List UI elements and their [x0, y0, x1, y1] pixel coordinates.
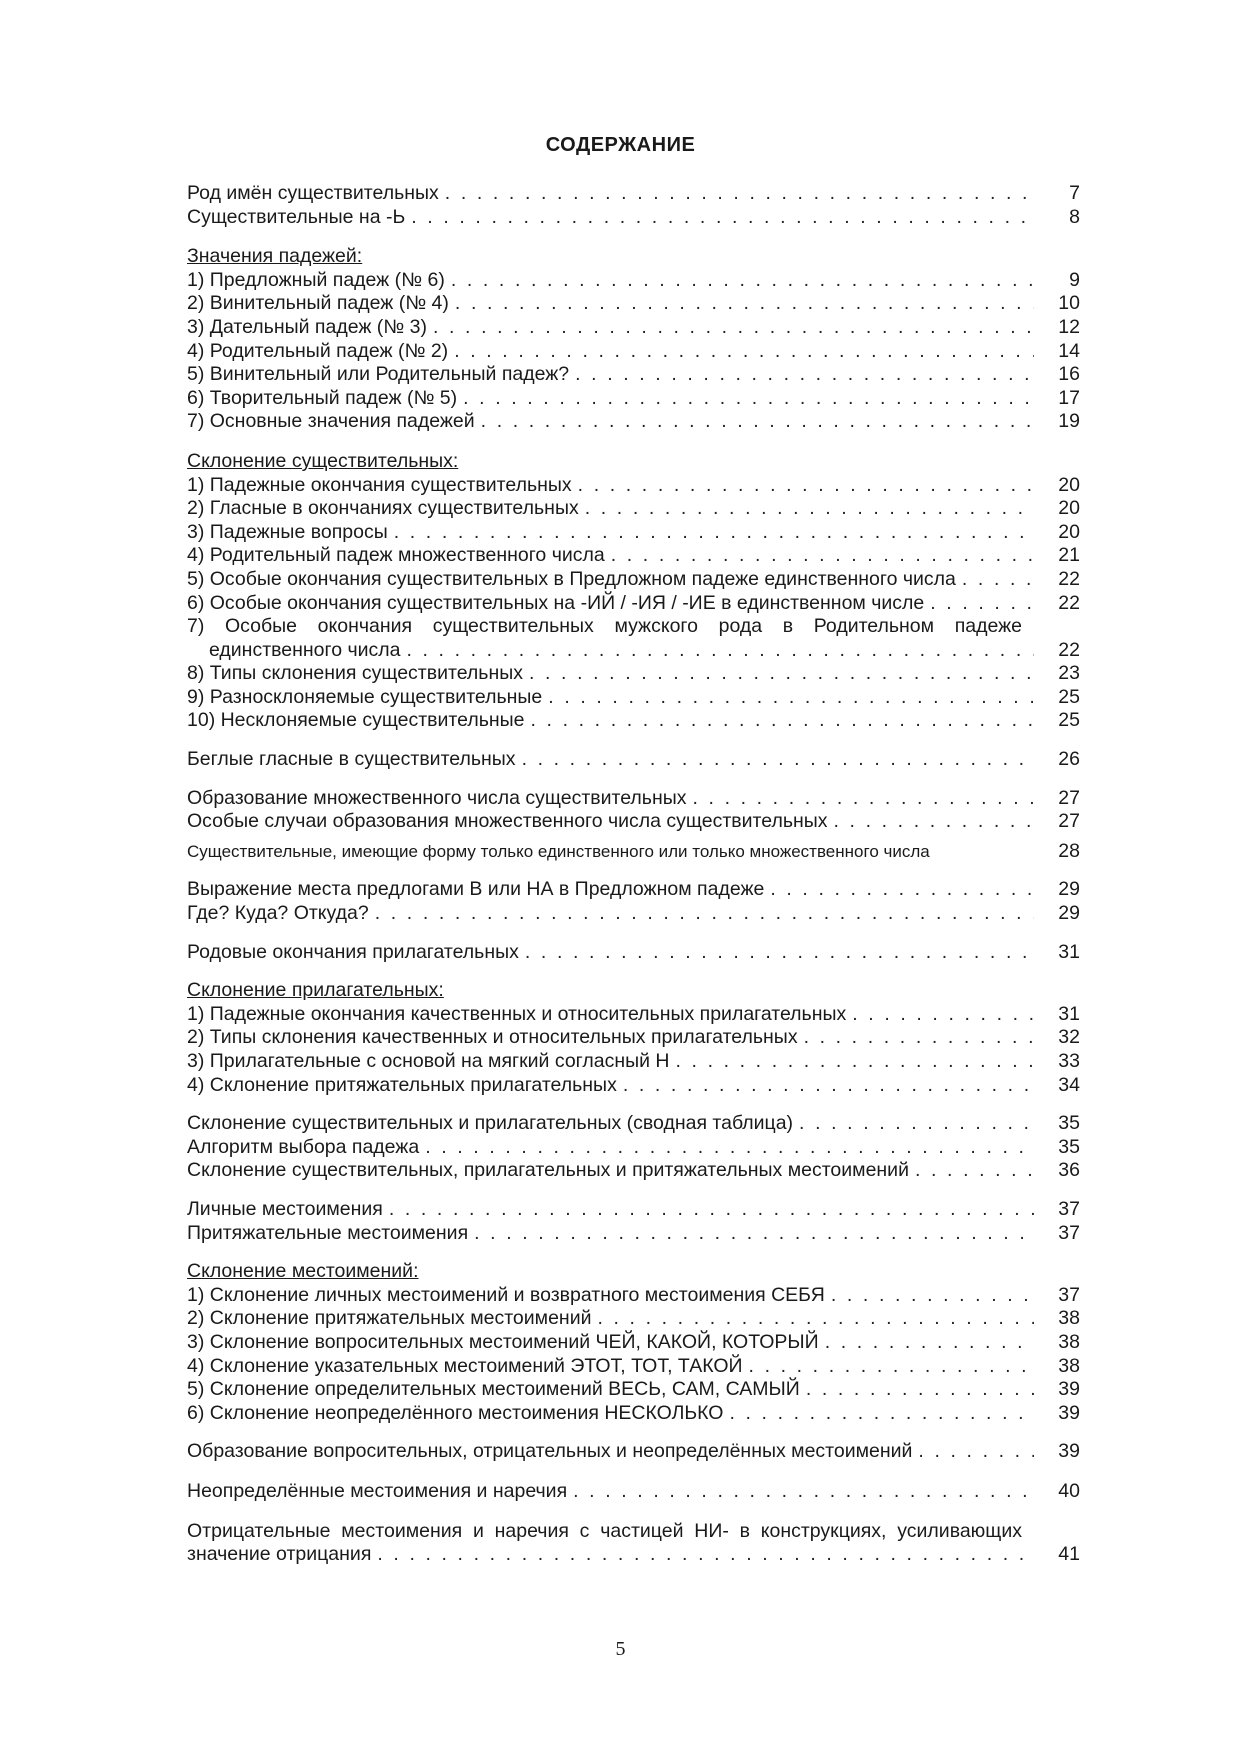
toc-entry[interactable]: [187, 592, 1080, 616]
dot-leader: [930, 592, 1034, 616]
toc-entry-text: 1) Падежные окончания существительных: [187, 473, 572, 496]
toc-entry[interactable]: [187, 1112, 1080, 1136]
toc-entry[interactable]: [187, 902, 1080, 926]
toc-entry-line2[interactable]: [187, 639, 1080, 663]
toc-page-number: 37: [1058, 1283, 1080, 1306]
toc-entry-text: Склонение существительных и прилагательных (сводная таблица): [187, 1112, 794, 1135]
toc-page-number: 31: [1058, 1002, 1080, 1025]
toc-entry-text: Существительные, имеющие форму только единственного или только множественного числа: [187, 841, 930, 861]
dot-leader: [454, 340, 1034, 364]
dot-leader: [377, 1543, 1034, 1567]
dot-leader: [455, 292, 1034, 316]
toc-entry[interactable]: [187, 1198, 1080, 1222]
dot-leader: [575, 363, 1034, 387]
toc-entry[interactable]: [187, 709, 1080, 733]
dot-leader: [806, 1378, 1034, 1402]
toc-entry-line1[interactable]: [187, 1520, 1080, 1544]
dot-leader: [406, 639, 1034, 663]
toc-page-number: 9: [1069, 268, 1080, 291]
toc-entry[interactable]: [187, 787, 1080, 811]
toc-entry-text: Алгоритм выбора падежа: [187, 1135, 420, 1158]
toc-entry-text: Личные местоимения: [187, 1197, 383, 1220]
toc-page-number: 22: [1058, 567, 1080, 590]
toc-entry-text: 9) Разносклоняемые существительные: [187, 685, 543, 708]
toc-entry-text: Существительные на -Ь: [187, 205, 406, 228]
toc-entry-text: Выражение места предлогами В или НА в Предложном падеже: [187, 878, 765, 901]
toc-entry-text: 6) Особые окончания существительных на -ИЙ / -ИЯ / -ИЕ в единственном числе: [187, 591, 925, 614]
dot-leader: [831, 1284, 1034, 1308]
toc-page-number: 36: [1058, 1159, 1080, 1182]
toc-entry-text: Притяжательные местоимения: [187, 1221, 469, 1244]
dot-leader: [463, 387, 1034, 411]
dot-leader: [394, 521, 1034, 545]
toc-entry[interactable]: [187, 474, 1080, 498]
dot-leader: [804, 1026, 1034, 1050]
toc-page-number: 38: [1058, 1307, 1080, 1330]
toc-entry-text: 5) Особые окончания существительных в Предложном падеже единственного числа: [187, 567, 956, 590]
toc-entry[interactable]: [187, 410, 1080, 434]
toc-entry-text: Склонение существительных, прилагательных и притяжательных местоимений: [187, 1159, 909, 1182]
dot-leader: [676, 1050, 1035, 1074]
toc-entry-text: 1) Склонение личных местоимений и возвратного местоимения СЕБЯ: [187, 1283, 825, 1306]
toc-page-number: 12: [1058, 315, 1080, 338]
toc-entry-text: Беглые гласные в существительных: [187, 748, 516, 771]
dot-leader: [525, 941, 1034, 965]
toc-page-number: 29: [1058, 878, 1080, 901]
toc-entry[interactable]: [187, 662, 1080, 686]
dot-leader: [729, 1402, 1034, 1426]
toc-entry[interactable]: [187, 1136, 1080, 1160]
toc-page-number: 37: [1058, 1197, 1080, 1220]
toc-entry[interactable]: [187, 340, 1080, 364]
dot-leader: [834, 810, 1034, 834]
toc-entry-text: 4) Родительный падеж (№ 2): [187, 339, 449, 362]
toc-entry-text: 6) Склонение неопределённого местоимения НЕСКОЛЬКО: [187, 1401, 724, 1424]
toc-entry-text: 3) Склонение вопросительных местоимений ЧЕЙ, КАКОЙ, КОТОРЫЙ: [187, 1330, 819, 1353]
page-title: СОДЕРЖАНИЕ: [545, 134, 696, 156]
toc-entry-text: 5) Склонение определительных местоимений ВЕСЬ, САМ, САМЫЙ: [187, 1378, 800, 1401]
toc-entry-text-continued: значение отрицания: [187, 1543, 372, 1566]
dot-leader: [623, 1074, 1034, 1098]
dot-leader: [597, 1307, 1034, 1331]
toc-entry-text: Особые случаи образования множественного числа существительных: [187, 810, 828, 833]
toc-page-number: 17: [1058, 386, 1080, 409]
toc-entry[interactable]: [187, 568, 1080, 592]
toc-entry[interactable]: [187, 1440, 1080, 1464]
toc-page-number: 25: [1058, 685, 1080, 708]
dot-leader: [799, 1112, 1034, 1136]
toc-entry-text: 5) Винительный или Родительный падеж?: [187, 363, 570, 386]
dot-leader: [522, 748, 1034, 772]
toc-entry-text: Образование множественного числа существительных: [187, 786, 687, 809]
toc-page-number: 22: [1058, 591, 1080, 614]
dot-leader: [389, 1198, 1034, 1222]
toc-page-number: 38: [1058, 1330, 1080, 1353]
toc-entry-text: Неопределённые местоимения и наречия: [187, 1479, 568, 1502]
toc-entry-text: 7) Особые окончания существительных мужского рода в Родительном падеже: [187, 615, 1022, 638]
toc-entry-text: 3) Дательный падеж (№ 3): [187, 315, 427, 338]
toc-page-number: 8: [1069, 205, 1080, 228]
toc-entry-text: Отрицательные местоимения и наречия с частицей НИ- в конструкциях, усиливающих: [187, 1519, 1022, 1542]
toc-page-number: 20: [1058, 473, 1080, 496]
toc-page-number: 14: [1058, 339, 1080, 362]
toc-entry[interactable]: [187, 1355, 1080, 1379]
toc-page-number: 26: [1058, 748, 1080, 771]
toc-page-number: 33: [1058, 1050, 1080, 1072]
toc-entry[interactable]: [187, 206, 1080, 230]
toc-page-number: 34: [1058, 1073, 1080, 1096]
dot-leader: [548, 686, 1034, 710]
toc-entry[interactable]: [187, 497, 1080, 521]
dot-leader: [573, 1480, 1034, 1504]
dot-leader: [918, 1440, 1034, 1464]
toc-entry[interactable]: [187, 316, 1080, 340]
section-heading-pronouns: Склонение местоимений:: [187, 1260, 419, 1283]
toc-entry[interactable]: [187, 387, 1080, 411]
toc-entry-line1[interactable]: [187, 615, 1080, 639]
toc-entry-text: Родовые окончания прилагательных: [187, 940, 519, 963]
toc-page-number: 25: [1058, 709, 1080, 732]
dot-leader: [411, 206, 1034, 230]
toc-page-number: 27: [1058, 786, 1080, 809]
dot-leader: [585, 497, 1034, 521]
dot-leader: [425, 1136, 1034, 1160]
dot-leader: [611, 544, 1034, 568]
dot-leader: [531, 709, 1034, 733]
toc-entry[interactable]: [187, 1331, 1080, 1355]
dot-leader: [962, 568, 1034, 592]
toc-entry[interactable]: [187, 1159, 1080, 1183]
toc-entry[interactable]: [187, 941, 1080, 965]
section-heading-nouns: Склонение существительных:: [187, 449, 459, 472]
toc-entry[interactable]: [187, 1050, 1080, 1074]
toc-page-number: 16: [1058, 363, 1080, 386]
page-number: 5: [615, 1638, 626, 1660]
toc-entry-text: Образование вопросительных, отрицательных и неопределённых местоимений: [187, 1440, 913, 1463]
toc-page-number: 23: [1058, 662, 1080, 685]
toc-page-number: 22: [1058, 638, 1080, 661]
toc-page-number: 29: [1058, 902, 1080, 925]
toc-entry[interactable]: [187, 878, 1080, 902]
toc-entry[interactable]: [187, 748, 1080, 772]
toc-page-number: 32: [1058, 1026, 1080, 1049]
toc-entry[interactable]: [187, 686, 1080, 710]
dot-leader: [481, 410, 1034, 434]
toc-entry[interactable]: [187, 840, 1080, 864]
toc-entry[interactable]: [187, 521, 1080, 545]
toc-page-number: 10: [1058, 292, 1080, 315]
toc-page-number: 39: [1058, 1401, 1080, 1424]
toc-entry-text: 2) Винительный падеж (№ 4): [187, 292, 449, 315]
toc-page-number: 31: [1058, 940, 1080, 963]
toc-page-number: 35: [1058, 1112, 1080, 1135]
dot-leader: [474, 1222, 1034, 1246]
toc-entry[interactable]: [187, 292, 1080, 316]
toc-entry[interactable]: [187, 269, 1080, 293]
toc-entry[interactable]: [187, 1026, 1080, 1050]
toc-page-number: 19: [1058, 410, 1080, 433]
dot-leader: [451, 269, 1034, 293]
toc-entry[interactable]: [187, 1074, 1080, 1098]
toc-entry[interactable]: [187, 363, 1080, 387]
toc-page-number: 20: [1058, 497, 1080, 520]
dot-leader: [445, 182, 1034, 206]
table-of-contents: [187, 182, 1080, 1567]
toc-entry-text: 3) Прилагательные с основой на мягкий согласный Н: [187, 1050, 670, 1072]
toc-entry-text: 2) Гласные в окончаниях существительных: [187, 497, 579, 520]
dot-leader: [578, 474, 1034, 498]
toc-page-number: 40: [1058, 1479, 1080, 1502]
dot-leader: [915, 1159, 1034, 1183]
toc-entry-text: Где? Куда? Откуда?: [187, 902, 369, 925]
toc-entry-text: Род имён существительных: [187, 182, 439, 204]
toc-entry-text: 7) Основные значения падежей: [187, 410, 475, 433]
toc-page-number: 37: [1058, 1221, 1080, 1244]
toc-page-number: 35: [1058, 1135, 1080, 1158]
toc-page-number: 7: [1069, 182, 1080, 204]
dot-leader: [852, 1003, 1034, 1027]
toc-page-number: 21: [1058, 544, 1080, 567]
dot-leader: [770, 878, 1034, 902]
toc-page-number: 41: [1058, 1543, 1080, 1566]
toc-page-number: 38: [1058, 1354, 1080, 1377]
dot-leader: [375, 902, 1034, 926]
dot-leader: [693, 787, 1035, 811]
toc-entry[interactable]: [187, 1003, 1080, 1027]
toc-entry-text: 10) Несклоняемые существительные: [187, 709, 525, 732]
toc-page-number: 20: [1058, 520, 1080, 543]
toc-page-number: 39: [1058, 1440, 1080, 1463]
section-heading-cases: Значения падежей:: [187, 245, 363, 268]
dot-leader: [433, 316, 1034, 340]
dot-leader: [749, 1355, 1034, 1379]
toc-entry[interactable]: [187, 1480, 1080, 1504]
toc-entry-line2[interactable]: [187, 1543, 1080, 1567]
toc-entry[interactable]: [187, 1402, 1080, 1426]
toc-entry-text: 4) Родительный падеж множественного числа: [187, 544, 605, 567]
toc-page-number: 27: [1058, 810, 1080, 833]
toc-page-number: 39: [1058, 1378, 1080, 1401]
toc-entry-text: 4) Склонение указательных местоимений ЭТОТ, ТОТ, ТАКОЙ: [187, 1354, 743, 1377]
dot-leader: [529, 662, 1034, 686]
toc-entry[interactable]: [187, 810, 1080, 834]
toc-entry[interactable]: [187, 182, 1080, 206]
toc-entry[interactable]: [187, 1378, 1080, 1402]
toc-entry[interactable]: [187, 1307, 1080, 1331]
toc-entry[interactable]: [187, 1284, 1080, 1308]
toc-entry[interactable]: [187, 1222, 1080, 1246]
toc-entry-text: 1) Падежные окончания качественных и относительных прилагательных: [187, 1002, 847, 1025]
toc-entry[interactable]: [187, 544, 1080, 568]
toc-entry-text: 2) Склонение притяжательных местоимений: [187, 1307, 592, 1330]
toc-entry-text: 6) Творительный падеж (№ 5): [187, 386, 458, 409]
toc-entry-text: 8) Типы склонения существительных: [187, 662, 523, 685]
toc-entry-text: 1) Предложный падеж (№ 6): [187, 268, 445, 291]
dot-leader: [825, 1331, 1034, 1355]
toc-entry-text: 3) Падежные вопросы: [187, 520, 388, 543]
toc-entry-text: 4) Склонение притяжательных прилагательных: [187, 1073, 617, 1096]
toc-page-number: 28: [1058, 839, 1080, 862]
toc-entry-text-continued: единственного числа: [209, 638, 401, 661]
section-heading-adjectives: Склонение прилагательных:: [187, 979, 444, 1002]
toc-entry-text: 2) Типы склонения качественных и относительных прилагательных: [187, 1026, 798, 1049]
